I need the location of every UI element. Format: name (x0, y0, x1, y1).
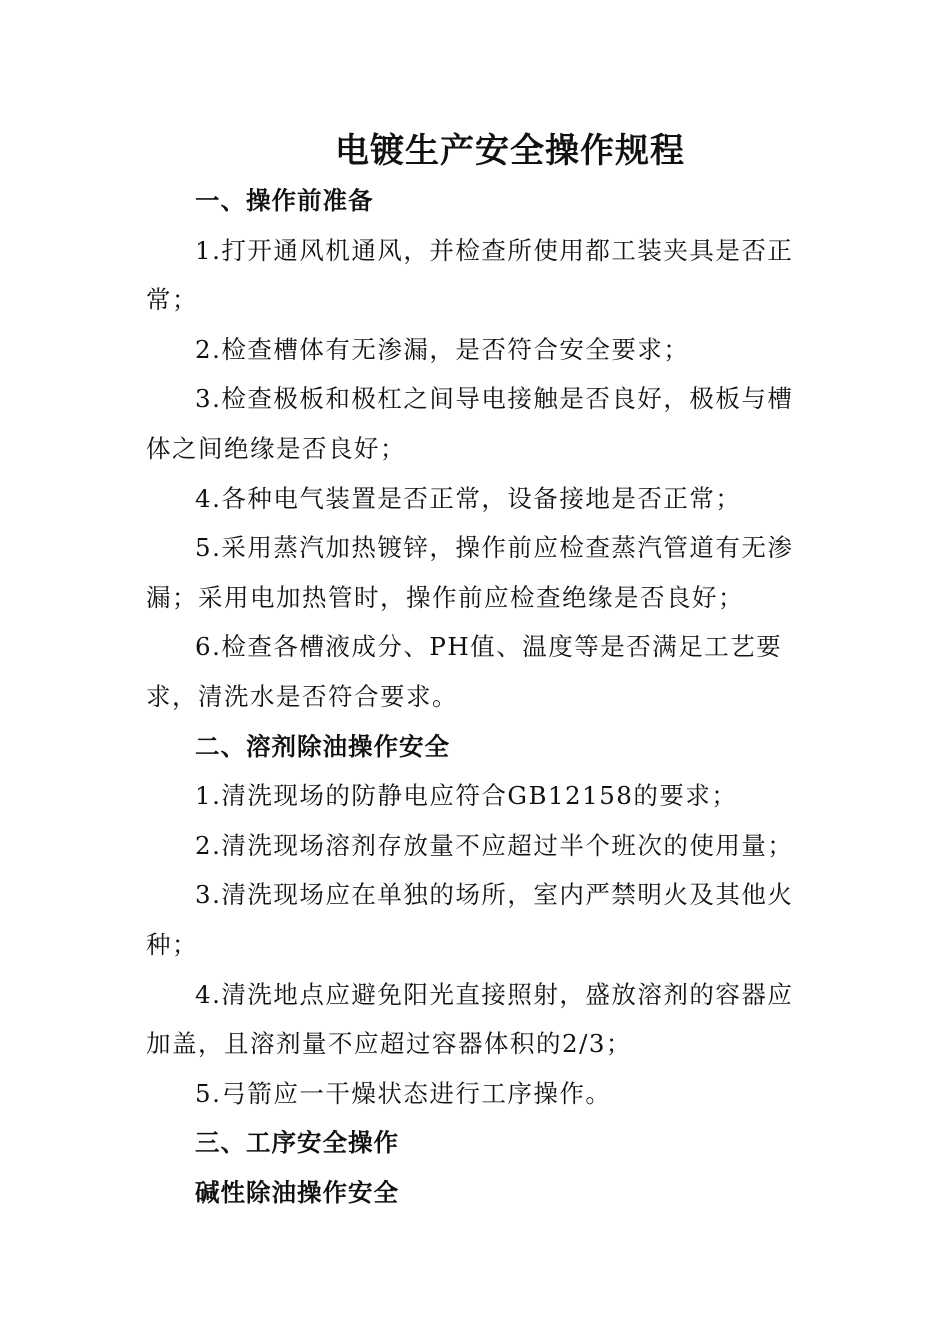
paragraph: 3.检查极板和极杠之间导电接触是否良好，极板与槽体之间绝缘是否良好； (146, 384, 794, 463)
document-title: 电镀生产安全操作规程 (335, 131, 685, 171)
paragraph: 2.清洗现场溶剂存放量不应超过半个班次的使用量； (195, 830, 794, 860)
paragraph: 5.采用蒸汽加热镀锌，操作前应检查蒸汽管道有无渗漏；采用电加热管时，操作前应检查绝缘是否良好； (146, 533, 794, 612)
subsection-heading-alkaline-degreasing: 碱性除油操作安全 (195, 1177, 399, 1207)
paragraph: 6.检查各槽液成分、PH值、温度等是否满足工艺要求，清洗水是否符合要求。 (146, 632, 783, 711)
paragraph: 5.弓箭应一干燥状态进行工序操作。 (195, 1078, 612, 1108)
section-heading-solvent-degreasing: 二、溶剂除油操作安全 (195, 731, 450, 761)
section-heading-preparation: 一、操作前准备 (195, 186, 374, 215)
paragraph: 4.各种电气装置是否正常，设备接地是否正常； (195, 483, 742, 513)
paragraph: 1.打开通风机通风，并检查所使用都工装夹具是否正常； (146, 235, 794, 315)
document-body (146, 176, 810, 1217)
paragraph: 3.清洗现场应在单独的场所，室内严禁明火及其他火种； (146, 880, 794, 959)
paragraph: 4.清洗地点应避免阳光直接照射，盛放溶剂的容器应加盖，且溶剂量不应超过容器体积的2/3； (146, 979, 794, 1059)
paragraph: 2.检查槽体有无渗漏，是否符合安全要求； (195, 334, 690, 364)
paragraph: 1.清洗现场的防静电应符合GB12158的要求； (195, 781, 738, 811)
section-heading-process-safety: 三、工序安全操作 (195, 1128, 399, 1158)
